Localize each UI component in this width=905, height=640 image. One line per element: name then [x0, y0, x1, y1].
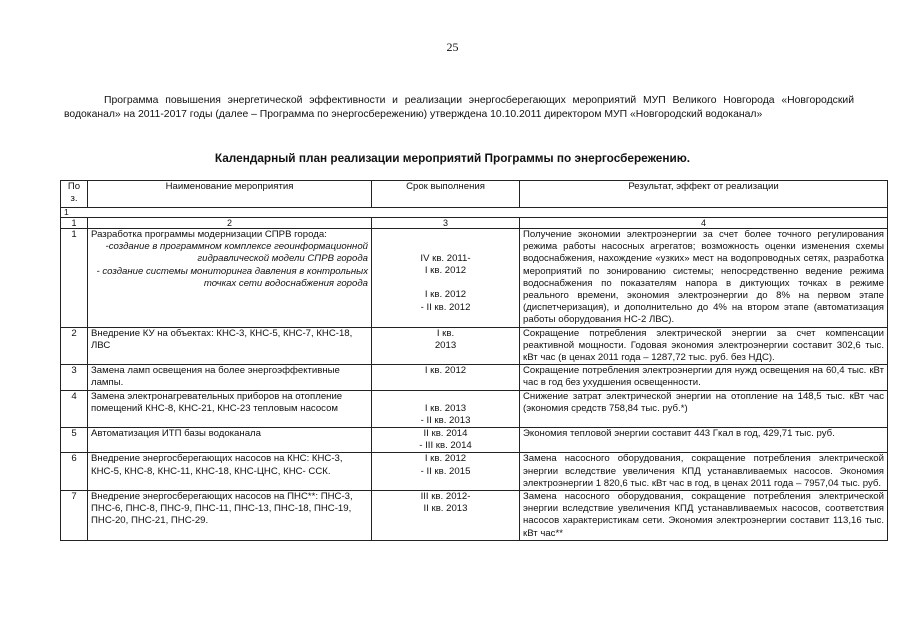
header-name: Наименование мероприятия: [88, 181, 372, 208]
row-result: Снижение затрат электрической энергии на отопление на 148,5 тыс. кВт час (экономия средств 758,84 тыс. руб.*): [520, 390, 888, 427]
row-number: 5: [61, 428, 88, 453]
index-cell: 1: [61, 218, 88, 229]
row-result: Экономия тепловой энергии составит 443 Гкал в год, 429,71 тыс. руб.: [520, 428, 888, 453]
row-result: Сокращение потребления электрической энергии за счет компенсации реактивной мощности. Годовая экономия электроэнергии составит 302,6 тыс. кВт час (в ценах 2011 года – 1287,72 тыс. руб. без НДС).: [520, 327, 888, 365]
row-name-sub: - создание системы мониторинга давления в контрольных точках сети водоснабжения города: [96, 265, 368, 289]
row-number: 7: [61, 491, 88, 541]
table-row: [61, 491, 888, 541]
extra-row-cell: 1: [61, 208, 888, 218]
row-term-line: I кв. 2012: [424, 265, 467, 277]
index-cell: 4: [520, 218, 888, 229]
page-number: 25: [446, 40, 459, 54]
table-extra-row: [61, 208, 888, 218]
intro-paragraph: Программа повышения энергетической эффективности и реализации энергосберегающих мероприятий МУП Великого Новгорода «Новгородский водоканал» на 2011-2017 годы (далее – Программа по энергосбережению) утверждена 10.10.2011 директором МУП «Новгородский водоканал»: [64, 95, 854, 120]
row-name-main: Разработка программы модернизации СПРВ города:: [91, 229, 327, 240]
row-term: [372, 390, 520, 427]
row-term: [372, 428, 520, 453]
index-cell: 2: [88, 218, 372, 229]
row-name: Автоматизация ИТП базы водоканала: [88, 428, 372, 453]
row-term: [372, 327, 520, 365]
row-term-line: I кв.: [436, 327, 455, 339]
header-term: Срок выполнения: [372, 181, 520, 208]
row-result: Замена насосного оборудования, сокращение потребления электрической энергии вследствие увеличения КПД устанавливаемых насосов. Экономия электроэнергии 1 820,6 тыс. кВт час в год, в ценах 2011 года – 7957,04 тыс. руб.: [520, 453, 888, 491]
row-result: Замена насосного оборудования, сокращение потребления электрической энергии вследствие увеличения КПД устанавливаемых насосов, соответствия насосов характеристикам сети. Экономия электроэнергии составит 113,16 тыс. кВт час**: [520, 491, 888, 541]
row-term-line: - II кв. 2013: [420, 414, 471, 426]
header-no: По з.: [61, 181, 88, 208]
table-row: [61, 229, 888, 328]
row-term: [372, 229, 520, 328]
row-term-line: 2013: [434, 339, 457, 351]
row-name: [88, 229, 372, 328]
row-term-line: - III кв. 2014: [419, 440, 472, 452]
row-number: 2: [61, 327, 88, 365]
row-name: Внедрение КУ на объектах: КНС-3, КНС-5, КНС-7, КНС-18, ЛВС: [88, 327, 372, 365]
row-term-line: I кв. 2012: [424, 453, 467, 465]
table-row: [61, 453, 888, 491]
row-term-line: II кв. 2013: [423, 503, 468, 515]
table-row: [61, 390, 888, 427]
calendar-plan-table: [60, 180, 888, 541]
row-term-line: III кв. 2012-: [420, 491, 471, 503]
row-number: 4: [61, 390, 88, 427]
row-name: Замена ламп освещения на более энергоэффективные лампы.: [88, 365, 372, 390]
row-term: [372, 453, 520, 491]
table-header-row: [61, 181, 888, 208]
row-number: 6: [61, 453, 88, 491]
row-term-line: - II кв. 2012: [420, 301, 471, 313]
row-name: Внедрение энергосберегающих насосов на ПНС**: ПНС-3, ПНС-6, ПНС-8, ПНС-9, ПНС-11, ПНС-13, ПНС-18, ПНС-19, ПНС-20, ПНС-21, ПНС-29.: [88, 491, 372, 541]
row-number: 1: [61, 229, 88, 328]
row-name: Замена электронагревательных приборов на отопление помещений КНС-8, КНС-21, КНС-23 тепловым насосом: [88, 390, 372, 427]
index-cell: 3: [372, 218, 520, 229]
table-row: [61, 327, 888, 365]
row-term: [372, 491, 520, 541]
document-title: Календарный план реализации мероприятий Программы по энергосбережению.: [214, 151, 691, 165]
row-result: Сокращение потребления электроэнергии для нужд освещения на 60,4 тыс. кВт час в год без ухудшения освещенности.: [520, 365, 888, 390]
row-term-line: II кв. 2014: [423, 428, 468, 440]
table-row: [61, 365, 888, 390]
row-term-line: I кв. 2012: [424, 365, 467, 377]
table-row: [61, 428, 888, 453]
table-index-row: [61, 218, 888, 229]
row-term: [372, 365, 520, 390]
row-term-line: IV кв. 2011-: [420, 253, 471, 264]
row-term-line: I кв. 2013: [424, 402, 467, 414]
row-number: 3: [61, 365, 88, 390]
row-term-line: - II кв. 2015: [420, 465, 471, 477]
row-result: Получение экономии электроэнергии за счет более точного регулирования режима работы насосных агрегатов; возможность оценки изменения схемы водоснабжения, нахождение «узких» мест на водопроводных сетях, разработка мероприятий по зонированию системы; непосредственно ведение режима водоснабжения по показателям напора в диктующих точках в режиме реального времени, экономия электроэнергии до 8% на первом этапе (диспетчеризация), и дополнительно до 4% на втором этапе (автоматизация работы оборудования НС-2 ЛВС).: [520, 229, 888, 328]
row-name: Внедрение энергосберегающих насосов на КНС: КНС-3, КНС-5, КНС-8, КНС-11, КНС-18, КНС-ЦНС, КНС- ССК.: [88, 453, 372, 491]
row-term-line: I кв. 2012: [424, 289, 467, 301]
row-name-sub: -создание в программном комплексе геоинформационной гидравлической модели СПРВ города: [105, 241, 368, 265]
header-result: Результат, эффект от реализации: [520, 181, 888, 208]
